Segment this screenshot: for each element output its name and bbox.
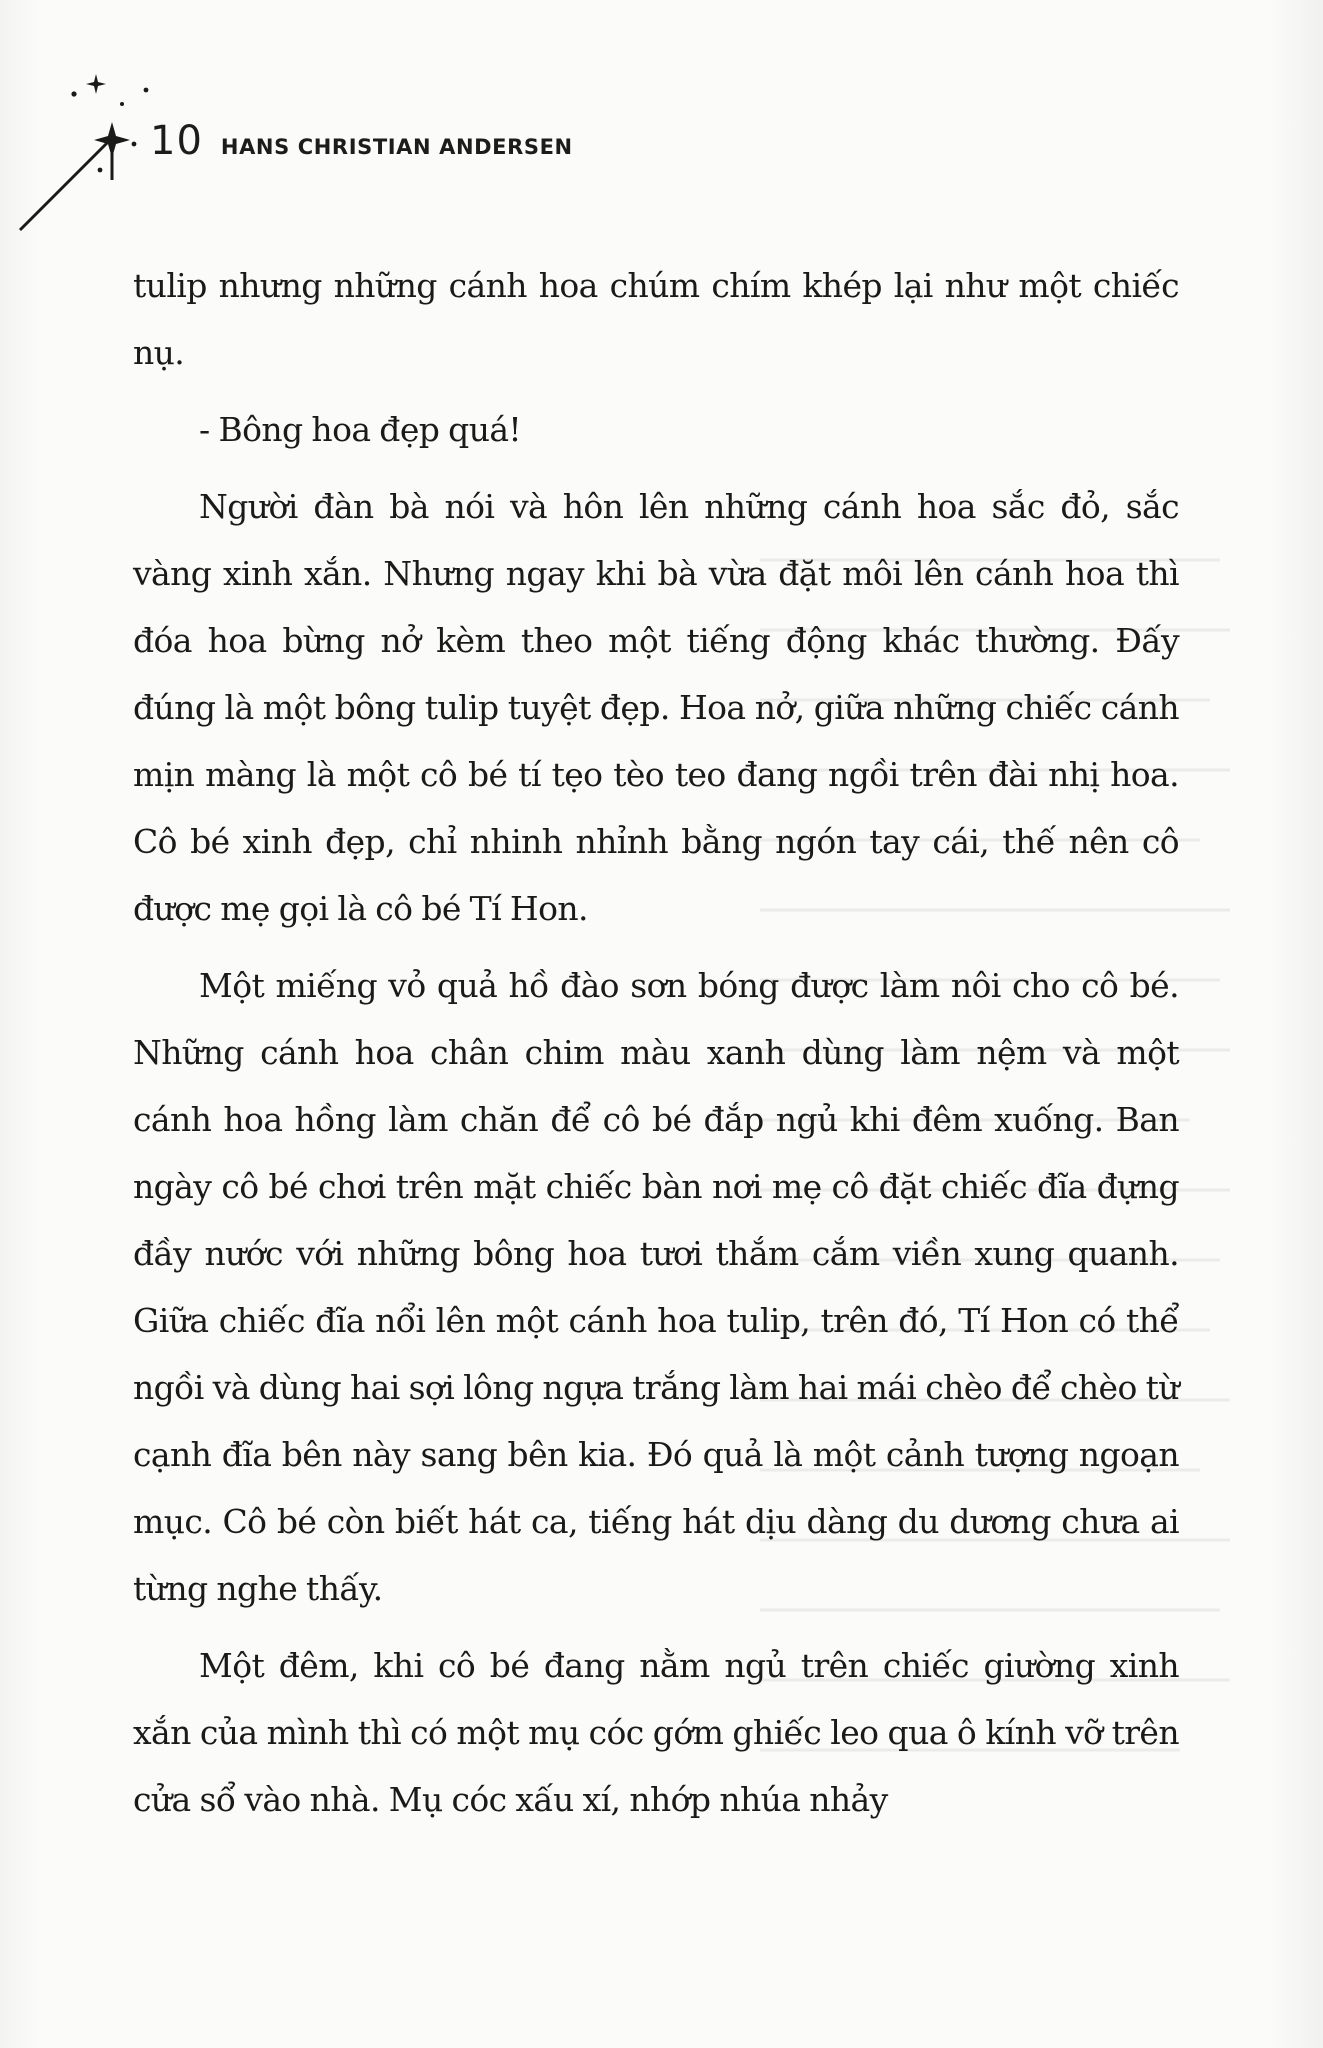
paragraph: tulip nhưng những cánh hoa chúm chím khép lại như một chiếc nụ. (133, 266, 1179, 372)
page-header (150, 118, 573, 164)
paragraph: Một đêm, khi cô bé đang nằm ngủ trên chiếc giường xinh xắn của mình thì có một mụ cóc gớm ghiếc leo qua ô kính vỡ trên cửa sổ vào nhà. Mụ cóc xấu xí, nhớp nhúa nhảy (133, 1646, 1179, 1819)
paragraph: Một miếng vỏ quả hồ đào sơn bóng được làm nôi cho cô bé. Những cánh hoa chân chim màu xanh dùng làm nệm và một cánh hoa hồng làm chăn để cô bé đắp ngủ khi đêm xuống. Ban ngày cô bé chơi trên mặt chiếc bàn nơi mẹ cô đặt chiếc đĩa đựng đầy nước với những bông hoa tươi thắm cắm viền xung quanh. Giữa chiếc đĩa nổi lên một cánh hoa tulip, trên đó, Tí Hon có thể ngồi và dùng hai sợi lông ngựa trắng làm hai mái chèo để chèo từ cạnh đĩa bên này sang bên kia. Đó quả là một cảnh tượng ngoạn mục. Cô bé còn biết hát ca, tiếng hát dịu dàng du dương chưa ai từng nghe thấy. (133, 966, 1179, 1608)
paragraph: - Bông hoa đẹp quá! (199, 410, 522, 449)
paragraph: Người đàn bà nói và hôn lên những cánh hoa sắc đỏ, sắc vàng xinh xắn. Nhưng ngay khi bà vừa đặt môi lên cánh hoa thì đóa hoa bừng nở kèm theo một tiếng động khác thường. Đấy đúng là một bông tulip tuyệt đẹp. Hoa nở, giữa những chiếc cánh mịn màng là một cô bé tí tẹo tèo teo đang ngồi trên đài nhị hoa. Cô bé xinh đẹp, chỉ nhinh nhỉnh bằng ngón tay cái, thế nên cô được mẹ gọi là cô bé Tí Hon. (133, 487, 1179, 928)
running-head: HANS CHRISTIAN ANDERSEN (220, 135, 573, 159)
page-number: 10 (150, 118, 203, 164)
body-text (133, 252, 1179, 1833)
magic-wand-icon (0, 60, 170, 260)
